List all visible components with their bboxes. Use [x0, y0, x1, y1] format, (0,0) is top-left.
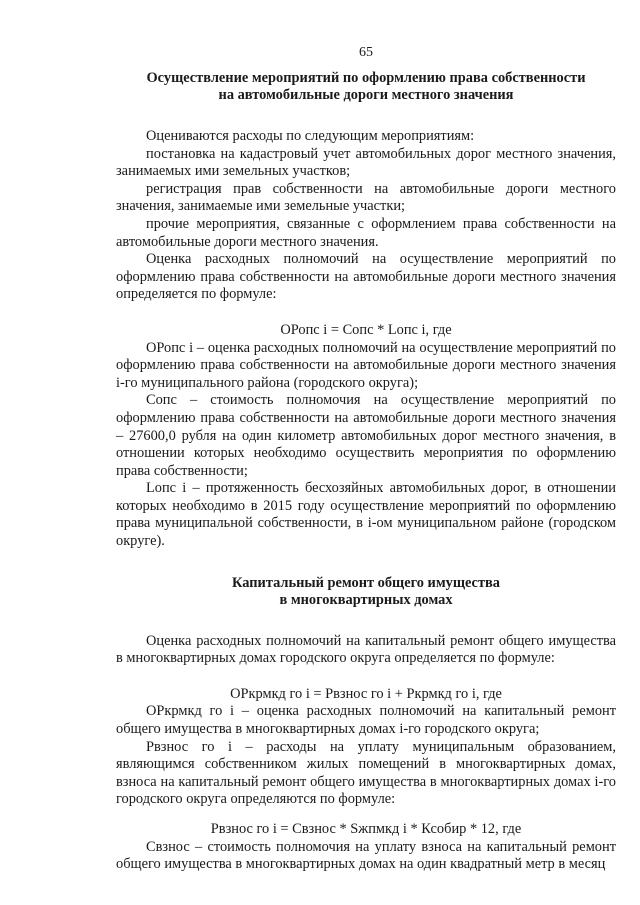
definition-paragraph: Сопс – стоимость полномочия на осуществление мероприятий по оформлению права собственности на автомобильные дороги местного значения – 27600,0 рубля на один километр автомобильных дорог местного значения, в отношении которых необходимо осуществить мероприятия по оформлению права собственности; [116, 392, 616, 479]
definition-paragraph: ОРопс i – оценка расходных полномочий на осуществление мероприятий по оформлению права собственности на автомобильные дороги местного значения i-го муниципального района (городского округа); [116, 339, 616, 391]
definition-paragraph: Свзнос – стоимость полномочия на уплату взноса на капитальный ремонт общего имущества в многоквартирных домах на один квадратный метр в месяц [116, 838, 616, 873]
formula-property-rights: ОРопс i = Сопс * Lопс i, где [280, 321, 452, 338]
section-heading-capital-repair [116, 575, 616, 609]
definition-paragraph: Lопс i – протяженность бесхозяйных автомобильных дорог, в отношении которых необходимо в 2015 году осуществление мероприятий по оформлению права муниципальной собственности, в i-ом муниципальном районе (городском округе). [116, 480, 616, 550]
paragraph: постановка на кадастровый учет автомобильных дорог местного значения, занимаемых ими земельных участков; [116, 145, 616, 180]
definition-paragraph: ОРкрмкд го i – оценка расходных полномочий на капитальный ремонт общего имущества в многоквартирных домах i-го городского округа; [116, 703, 616, 738]
paragraph: Оценка расходных полномочий на капитальный ремонт общего имущества в многоквартирных домах городского округа определяется по формуле: [116, 632, 616, 667]
formula-contribution: Рвзнос го i = Свзнос * Sжпмкд i * Ксобир * 12, где [210, 821, 522, 837]
paragraph: регистрация прав собственности на автомобильные дороги местного значения, занимаемые ими земельные участки; [116, 180, 616, 215]
paragraph: Оцениваются расходы по следующим мероприятиям: [146, 128, 475, 144]
heading-line: Капитальный ремонт общего имущества [232, 574, 500, 591]
definition-paragraph: Рвзнос го i – расходы на уплату муниципальным образованием, являющимся собственником жилых помещений в многоквартирных домах, взноса на капитальный ремонт общего имущества в многоквартирных домах i-го городского округа определяются по формуле: [116, 738, 616, 808]
paragraph: прочие мероприятия, связанные с оформлением права собственности на автомобильные дороги местного значения. [116, 215, 616, 250]
section-heading-property-rights [116, 70, 616, 104]
heading-line: Осуществление мероприятий по оформлению права собственности [146, 70, 586, 86]
formula-capital-repair: ОРкрмкд го i = Рвзнос го i + Ркрмкд го i, где [230, 685, 502, 702]
heading-line: в многоквартирных домах [279, 591, 453, 608]
paragraph: Оценка расходных полномочий на осуществление мероприятий по оформлению права собственности на автомобильные дороги местного значения определяется по формуле: [116, 251, 616, 303]
heading-line: на автомобильные дороги местного значения [218, 87, 514, 103]
page-number: 65 [359, 45, 373, 60]
page-content [116, 44, 616, 874]
